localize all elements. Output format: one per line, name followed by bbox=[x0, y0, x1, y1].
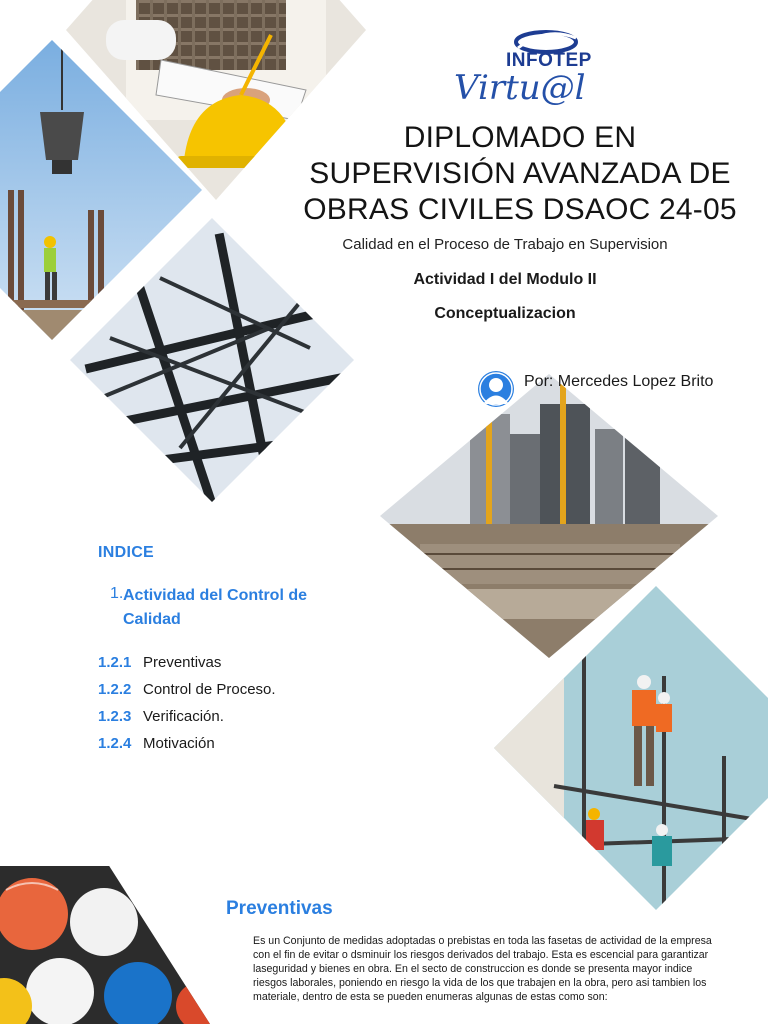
title-line-3: OBRAS CIVILES DSAOC 24-05 bbox=[303, 193, 737, 226]
subitem-label: Preventivas bbox=[143, 654, 222, 671]
concept-label: Conceptualizacion bbox=[434, 305, 576, 322]
logo-bottom-text: Virtu@l bbox=[454, 68, 586, 108]
title-line-1: DIPLOMADO EN bbox=[403, 121, 637, 154]
section-body: Es un Conjunto de medidas adoptadas o prebistas en toda las fasetas de actividad de la empresa con el fin de evitar o dsminuir los riesgos derivados del trabajo. Esta es escencial para garantizar laseguridad y bienes en obra. En el secto de construccion es donde se presenta mayor indice riesgos laborales, poniendo en riesgo la vida de los que trabajen en la obra, pero asi tambien los materiale, dentro de esta se pueden enumeras algunas de estas como son: bbox=[253, 935, 712, 1003]
user-avatar-icon bbox=[478, 371, 514, 407]
subitem-label: Verificación. bbox=[143, 708, 224, 725]
hardhats-illustration bbox=[0, 866, 210, 1024]
infotep-virtual-logo bbox=[450, 28, 610, 110]
subitem-number: 1.2.4 bbox=[98, 735, 132, 752]
subitem-number: 1.2.3 bbox=[98, 708, 132, 725]
index-subitem-3 bbox=[98, 708, 224, 725]
title-line-2: SUPERVISIÓN AVANZADA DE bbox=[309, 157, 731, 190]
index-subitem-4 bbox=[98, 735, 215, 752]
section-title: Preventivas bbox=[226, 898, 333, 919]
subitem-number: 1.2.1 bbox=[98, 654, 132, 671]
activity-label: Actividad I del Modulo II bbox=[413, 271, 597, 288]
index-title: INDICE bbox=[98, 544, 155, 561]
logo-top-text: INFOTEP bbox=[506, 50, 592, 71]
subitem-number: 1.2.2 bbox=[98, 681, 132, 698]
subitem-label: Control de Proceso. bbox=[143, 681, 276, 698]
index-subitem-1 bbox=[98, 654, 221, 671]
subtitle: Calidad en el Proceso de Trabajo en Supervision bbox=[342, 236, 668, 253]
user-silhouette-icon bbox=[478, 371, 514, 407]
photo-colored-hardhats bbox=[0, 866, 210, 1024]
index-item-1-number: 1. bbox=[110, 585, 124, 602]
index-subitem-2 bbox=[98, 681, 276, 698]
subitem-label: Motivación bbox=[143, 735, 215, 752]
author-name: Por: Mercedes Lopez Brito bbox=[524, 373, 714, 390]
index-item-1-label: Actividad del Control de Calidad bbox=[123, 587, 308, 628]
page-title bbox=[300, 120, 740, 228]
